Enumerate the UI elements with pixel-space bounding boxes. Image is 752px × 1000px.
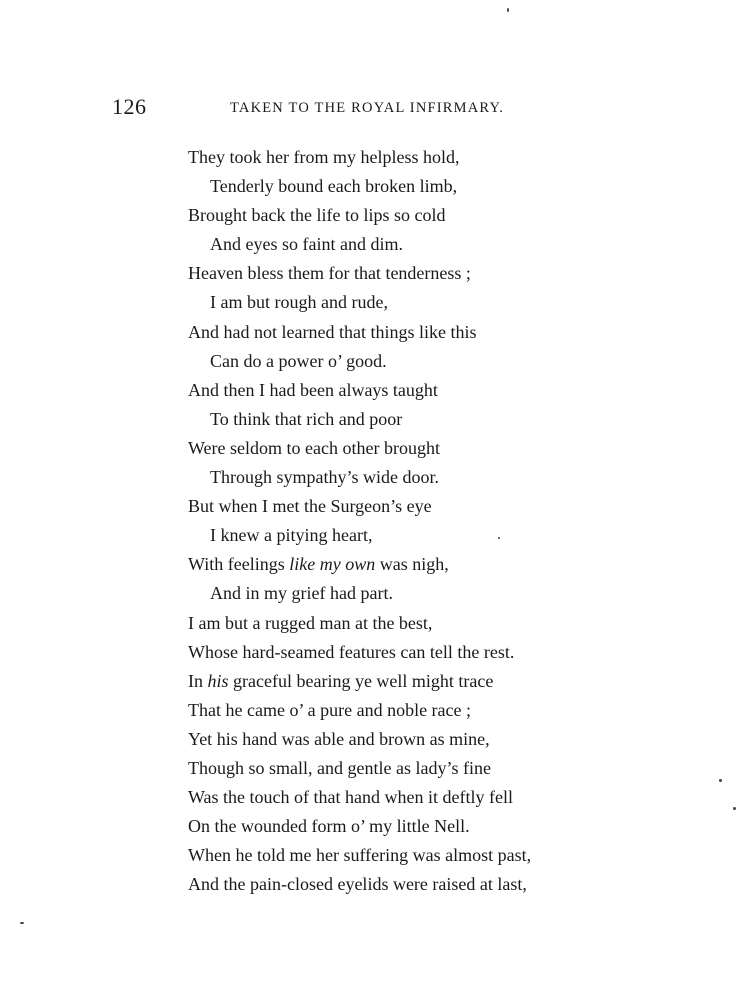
poem-line [188,667,628,696]
paper-speck [20,922,24,924]
poem-line [188,550,628,579]
poem-line: And had not learned that things like this [188,321,477,342]
poem-line: I am but a rugged man at the best, [188,612,433,633]
line-text: In [188,670,208,691]
poem-line: Brought back the life to lips so cold [188,205,446,226]
poem-line: That he came o’ a pure and noble race ; [188,699,472,720]
poem [188,143,628,899]
poem-line: But when I met the Surgeon’s eye [188,496,432,517]
italic-phrase: like my own [289,554,376,575]
paper-speck [507,8,509,12]
poem-line: Was the touch of that hand when it deftly fell [188,787,513,808]
poem-line: On the wounded form o’ my little Nell. [188,816,470,837]
poem-line: I am but rough and rude, [210,292,388,313]
paper-speck [733,807,736,810]
poem-line: Yet his hand was able and brown as mine, [188,728,490,749]
poem-line: Heaven bless them for that tenderness ; [188,263,471,284]
poem-line: When he told me her suffering was almost past, [188,845,532,866]
poem-line: And then I had been always taught [188,379,438,400]
running-head: TAKEN TO THE ROYAL INFIRMARY. [230,100,505,116]
poem-line: To think that rich and poor [210,408,403,429]
poem-line: Though so small, and gentle as lady’s fine [188,757,491,778]
paper-speck [498,537,500,539]
line-text: With feelings [188,554,290,575]
page-header [112,94,557,124]
poem-line: And in my grief had part. [210,583,393,604]
poem-line: Were seldom to each other brought [188,437,440,458]
poem-line: Can do a power o’ good. [210,350,387,371]
poem-line: Through sympathy’s wide door. [210,467,439,488]
poem-line: I knew a pitying heart, [210,525,373,546]
page-number: 126 [112,94,147,119]
line-text: graceful bearing ye well might trace [228,670,494,691]
poem-line: Tenderly bound each broken limb, [210,176,458,197]
paper-speck [719,779,722,782]
poem-line: Whose hard-seamed features can tell the rest. [188,641,515,662]
poem-line: And eyes so faint and dim. [210,234,403,255]
poem-line: And the pain-closed eyelids were raised at last, [188,874,527,895]
poem-line: They took her from my helpless hold, [188,147,460,167]
line-text: was nigh, [375,554,449,575]
italic-phrase: his [207,670,229,691]
